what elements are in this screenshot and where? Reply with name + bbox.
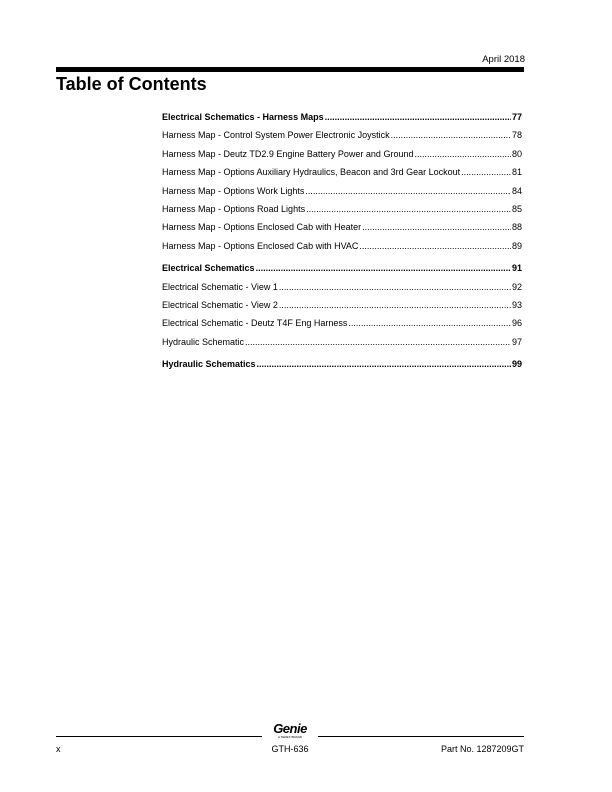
toc-entry[interactable]: [162, 204, 522, 222]
toc-leader-dots: [305, 186, 511, 196]
toc-entry[interactable]: [162, 130, 522, 148]
toc-entry-page: 92: [511, 281, 522, 292]
footer: [56, 718, 524, 758]
footer-rule-right: [318, 736, 524, 737]
toc-leader-dots: [279, 282, 511, 292]
toc-entry[interactable]: [162, 337, 522, 355]
toc-entry[interactable]: [162, 282, 522, 300]
toc-leader-dots: [256, 263, 511, 273]
footer-model: GTH-636: [271, 744, 309, 754]
toc-entry-title: Electrical Schematics - Harness Maps: [162, 112, 324, 122]
toc-leader-dots: [362, 222, 511, 232]
toc-section-entry[interactable]: [162, 263, 522, 281]
toc-entry-page: 88: [511, 222, 522, 233]
toc-leader-dots: [245, 337, 511, 347]
toc-leader-dots: [359, 241, 511, 251]
toc-leader-dots: [279, 300, 511, 310]
header-date: April 2018: [482, 54, 525, 65]
toc-entry-page: 78: [511, 130, 522, 141]
logo-wordmark: Genie: [273, 721, 307, 736]
toc-entry[interactable]: [162, 149, 522, 167]
genie-logo: [268, 722, 312, 739]
footer-rule-left: [56, 736, 262, 737]
toc-entry[interactable]: [162, 186, 522, 204]
toc-entry-title: Harness Map - Options Road Lights: [162, 203, 306, 214]
toc-entry-title: Harness Map - Options Work Lights: [162, 185, 305, 196]
toc-entry[interactable]: [162, 222, 522, 240]
toc-entry-title: Electrical Schematic - View 1: [162, 281, 278, 292]
toc-entry-title: Hydraulic Schematics: [162, 359, 256, 370]
toc-entry-title: Electrical Schematic - Deutz T4F Eng Harness: [162, 318, 348, 329]
toc-entry-page: 96: [511, 318, 522, 329]
toc-entry-page: 81: [511, 167, 522, 178]
toc-entry-page: 80: [511, 148, 522, 159]
toc-entry[interactable]: [162, 167, 522, 185]
toc-leader-dots: [391, 130, 511, 140]
toc-entry-title: Electrical Schematic - View 2: [162, 299, 278, 310]
header-rule: [56, 67, 524, 72]
toc-entry-title: Hydraulic Schematic: [162, 336, 245, 347]
toc-leader-dots: [306, 204, 511, 214]
toc-leader-dots: [257, 359, 511, 369]
toc-entry-title: Harness Map - Control System Power Electronic Joystick: [162, 130, 390, 141]
footer-part-number: Part No. 1287209GT: [440, 744, 524, 754]
toc-entry-title: Electrical Schematics: [162, 263, 255, 274]
toc-entry[interactable]: [162, 318, 522, 336]
toc-leader-dots: [461, 167, 511, 177]
page-title: Table of Contents: [56, 74, 207, 94]
toc-entry[interactable]: [162, 300, 522, 318]
toc-entry-page: 91: [511, 263, 522, 274]
toc-entry-page: 85: [511, 203, 522, 214]
toc-entry-title: Harness Map - Deutz TD2.9 Engine Battery Power and Ground: [162, 148, 414, 159]
toc-entry[interactable]: [162, 241, 522, 259]
toc-entry-title: Harness Map - Options Auxiliary Hydraulics, Beacon and 3rd Gear Lockout: [162, 167, 461, 178]
toc-section-entry[interactable]: [162, 359, 522, 377]
toc-entry-page: 84: [511, 185, 522, 196]
toc-leader-dots: [325, 112, 511, 122]
toc-entry-page: 89: [511, 240, 522, 251]
logo-subtext: A TEREX BRAND: [278, 735, 302, 739]
toc-list: [162, 112, 522, 377]
toc-entry-title: Harness Map - Options Enclosed Cab with HVAC: [162, 240, 359, 251]
toc-entry-page: 97: [511, 336, 522, 347]
toc-entry-title: Harness Map - Options Enclosed Cab with Heater: [162, 222, 362, 233]
toc-entry-page: 77: [511, 112, 522, 122]
toc-leader-dots: [414, 149, 511, 159]
footer-page-number: x: [56, 744, 61, 754]
toc-entry-page: 93: [511, 299, 522, 310]
toc-entry-page: 99: [511, 359, 522, 370]
toc-section-entry[interactable]: [162, 112, 522, 130]
toc-leader-dots: [348, 318, 511, 328]
